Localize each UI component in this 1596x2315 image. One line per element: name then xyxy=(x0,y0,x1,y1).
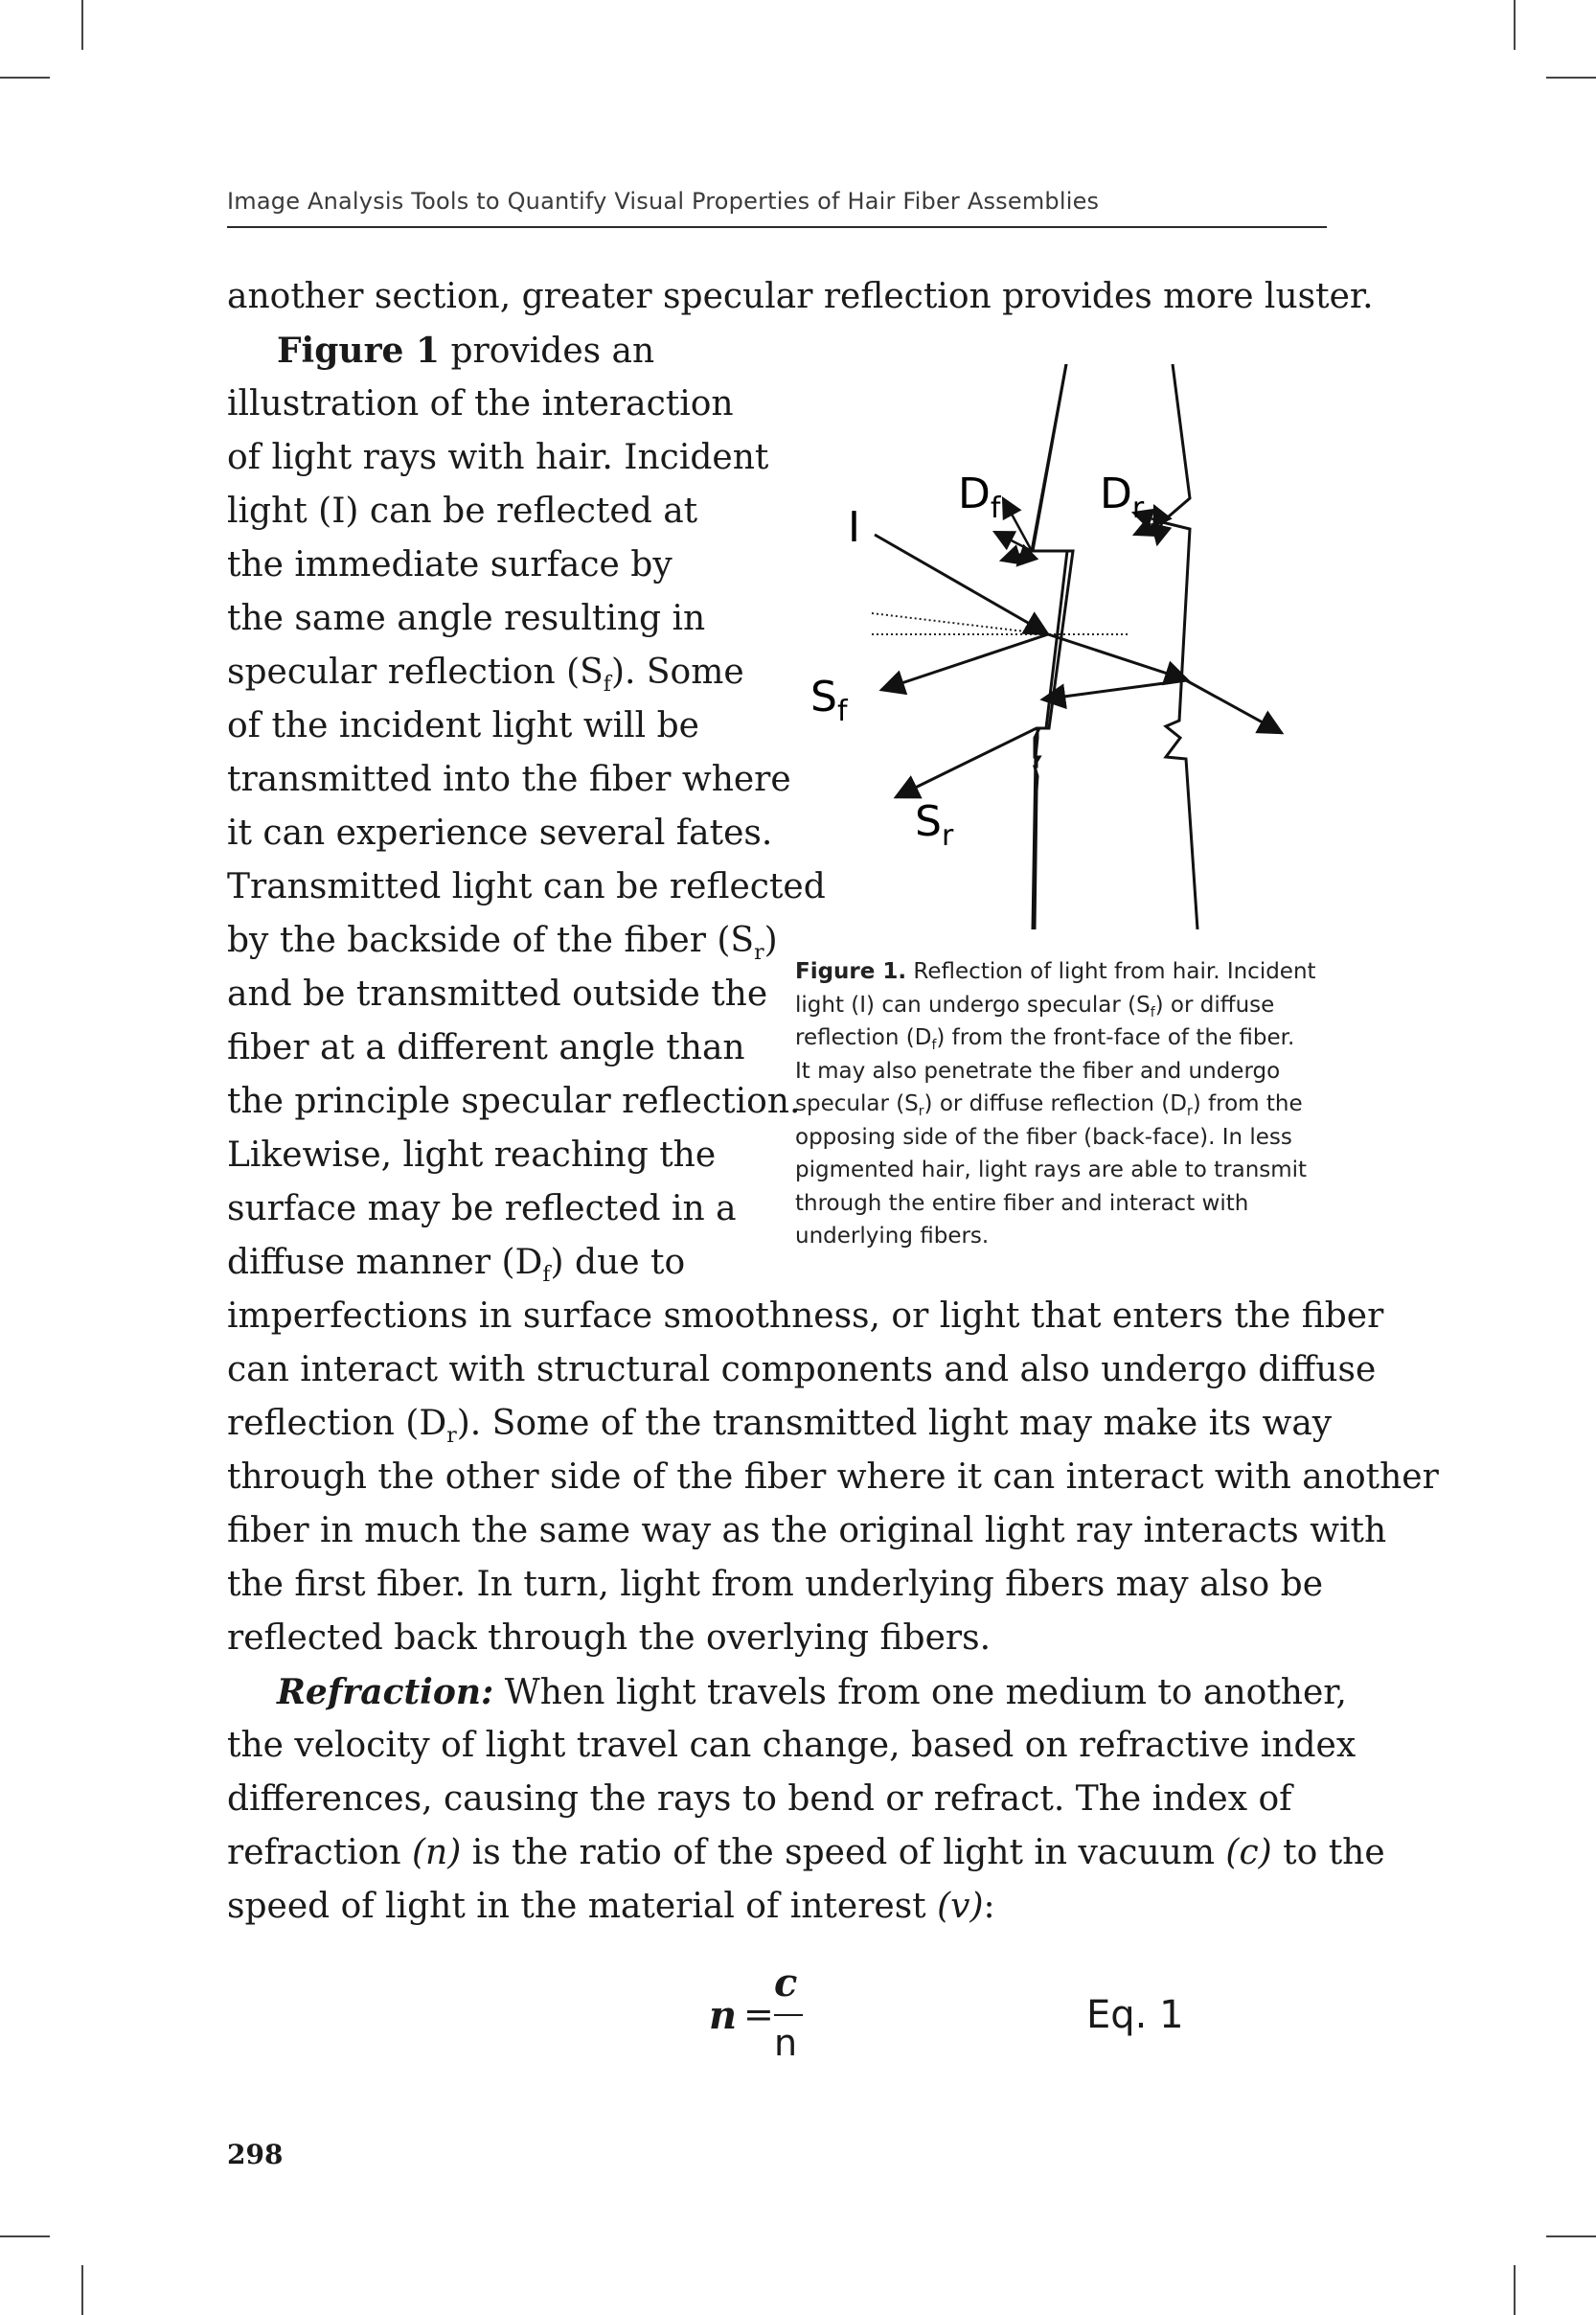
text-span: refraction xyxy=(227,1833,412,1872)
equation-1 xyxy=(699,1960,1197,2070)
normal-dotted xyxy=(872,613,1049,634)
text-line: the velocity of light travel can change, based on refractive index xyxy=(227,1726,1357,1765)
text-line: the principle specular reflection. xyxy=(227,1082,801,1121)
symbol-italic: (c) xyxy=(1225,1833,1272,1872)
crop-mark xyxy=(1546,2235,1596,2237)
caption-line xyxy=(795,955,1341,989)
text-line: surface may be reflected in a xyxy=(227,1189,737,1228)
text-span: reflection (D xyxy=(795,1025,932,1050)
text-line xyxy=(227,646,811,699)
text-line: of light rays with hair. Incident xyxy=(227,438,769,477)
text-line: illustration of the interaction xyxy=(227,384,734,424)
header-rule xyxy=(227,226,1327,228)
text-line: the same angle resulting in xyxy=(227,599,706,638)
specular-rear-ray xyxy=(896,728,1037,797)
text-line: fiber at a different angle than xyxy=(227,1028,745,1067)
text-span: reflection (D xyxy=(227,1404,447,1443)
fiber-front-edge xyxy=(1033,364,1073,929)
label-sub: f xyxy=(836,695,848,728)
text-span: ). Some of the transmitted light may make its way xyxy=(456,1404,1333,1443)
caption-line: opposing side of the fiber (back-face). In less xyxy=(795,1124,1292,1150)
text-line: reflected back through the overlying fibers. xyxy=(227,1618,992,1658)
fraction-bar xyxy=(774,2014,803,2016)
caption-line: It may also penetrate the fiber and undergo xyxy=(795,1058,1281,1084)
equation-equals: = xyxy=(743,1993,774,2035)
caption-line: pigmented hair, light rays are able to transmit xyxy=(795,1158,1308,1182)
text-line: the first fiber. In turn, light from underlying fibers may also be xyxy=(227,1565,1324,1604)
crop-mark xyxy=(0,77,50,79)
text-span: is the ratio of the speed of light in vacuum xyxy=(461,1833,1226,1872)
caption-figure-label: Figure 1. xyxy=(795,959,907,984)
text-span: specular reflection (S xyxy=(227,653,604,692)
text-line: can interact with structural components and also undergo diffuse xyxy=(227,1350,1377,1389)
text-span: ) or diffuse reflection (D xyxy=(923,1091,1187,1116)
text-span: light (I) can undergo specular (S xyxy=(795,992,1151,1018)
internal-reflection-ray xyxy=(1042,680,1186,699)
text-line xyxy=(227,1665,1347,1719)
text-span: speed of light in the material of interest xyxy=(227,1887,938,1926)
subscript: r xyxy=(754,941,764,965)
text-span: by the backside of the fiber (S xyxy=(227,921,755,960)
text-span: specular (S xyxy=(795,1091,919,1116)
figure-caption xyxy=(795,955,1341,1253)
text-line xyxy=(227,324,811,378)
text-line: transmitted into the fiber where xyxy=(227,760,791,799)
fiber-front-edge-lower xyxy=(1037,733,1073,786)
crop-mark xyxy=(81,0,83,50)
subscript: f xyxy=(603,673,611,697)
text-line: light (I) can be reflected at xyxy=(227,492,698,531)
fiber-outline-back xyxy=(1162,364,1197,929)
subscript: r xyxy=(918,1104,924,1119)
section-term: Refraction: xyxy=(277,1672,494,1712)
label-text: D xyxy=(958,470,991,518)
text-line xyxy=(227,1880,1338,1934)
caption-line: underlying fibers. xyxy=(795,1224,990,1249)
label-sub: f xyxy=(990,492,1001,525)
equation-lhs: n xyxy=(709,1993,738,2038)
exit-ray xyxy=(1186,680,1282,733)
text-span: ) due to xyxy=(550,1243,686,1282)
refraction-paragraph xyxy=(227,1665,1385,1934)
text-line: Transmitted light can be reflected xyxy=(227,867,826,906)
label-text: S xyxy=(915,797,942,846)
text-line: it can experience several fates. xyxy=(227,814,773,853)
wrapped-paragraph xyxy=(227,324,826,1290)
text-line: the immediate surface by xyxy=(227,545,673,584)
symbol-italic: (n) xyxy=(411,1833,462,1872)
label-incident: I xyxy=(848,503,860,552)
label-diffuse-front xyxy=(958,470,1002,525)
text-line xyxy=(227,1826,1385,1880)
text-span: : xyxy=(983,1887,995,1926)
text-line: and be transmitted outside the xyxy=(227,974,768,1014)
label-specular-rear xyxy=(915,797,954,853)
text-span: Reflection of light from hair. Incident xyxy=(906,959,1316,984)
text-line xyxy=(227,914,811,968)
paragraph-top xyxy=(227,270,1374,324)
subscript: r xyxy=(446,1424,457,1448)
incident-ray xyxy=(875,535,1048,634)
crop-mark xyxy=(1546,77,1596,79)
figure-reference: Figure 1 xyxy=(277,331,441,371)
subscript: r xyxy=(1186,1104,1193,1119)
hair-reflection-diagram xyxy=(786,364,1322,929)
label-sub: r xyxy=(1131,492,1145,525)
label-text: D xyxy=(1100,470,1132,518)
text-span: to the xyxy=(1271,1833,1385,1872)
text-span: ). Some xyxy=(610,653,744,692)
crop-mark xyxy=(1514,2265,1516,2315)
caption-line: through the entire fiber and interact with xyxy=(795,1190,1249,1216)
equation-denominator: n xyxy=(774,2022,798,2064)
label-specular-front xyxy=(810,673,849,728)
text-span: diffuse manner (D xyxy=(227,1243,543,1282)
equation-numerator: c xyxy=(774,1960,798,2006)
text-line: another section, greater specular reflection provides more luster. xyxy=(227,277,1374,316)
crop-mark xyxy=(81,2265,83,2315)
text-line xyxy=(227,1397,1338,1451)
text-span: ) from the front-face of the fiber. xyxy=(936,1025,1295,1050)
specular-front-ray xyxy=(881,634,1048,690)
text-span: ) from the xyxy=(1192,1091,1303,1116)
text-line: imperfections in surface smoothness, or light that enters the fiber xyxy=(227,1296,1384,1336)
caption-line xyxy=(795,989,1341,1022)
transmitted-ray xyxy=(1048,634,1188,680)
text-span: ) or diffuse xyxy=(1154,992,1275,1018)
subscript: f xyxy=(1150,1004,1155,1020)
text-line xyxy=(227,1236,811,1290)
crop-mark xyxy=(0,2235,50,2237)
text-span: provides an xyxy=(440,332,655,371)
caption-line xyxy=(795,1021,1341,1055)
text-line: of the incident light will be xyxy=(227,706,699,745)
caption-line xyxy=(795,1088,1341,1121)
text-line: fiber in much the same way as the original light ray interacts with xyxy=(227,1511,1387,1550)
subscript: f xyxy=(542,1263,551,1287)
continued-paragraph xyxy=(227,1290,1439,1665)
text-line: Likewise, light reaching the xyxy=(227,1135,717,1175)
subscript: f xyxy=(931,1038,937,1053)
running-head: Image Analysis Tools to Quantify Visual Properties of Hair Fiber Assemblies xyxy=(227,188,1100,215)
label-text: S xyxy=(810,673,837,722)
label-sub: r xyxy=(941,819,954,853)
text-line: differences, causing the rays to bend or refract. The index of xyxy=(227,1779,1292,1819)
page-number: 298 xyxy=(227,2139,284,2170)
text-line: through the other side of the fiber where it can interact with another xyxy=(227,1457,1439,1497)
text-span: When light travels from one medium to another, xyxy=(493,1673,1347,1712)
label-diffuse-rear xyxy=(1100,470,1145,525)
crop-mark xyxy=(1514,0,1516,50)
equation-label: Eq. 1 xyxy=(1086,1993,1184,2037)
symbol-italic: (v) xyxy=(937,1887,984,1926)
text-span: ) xyxy=(764,921,778,960)
